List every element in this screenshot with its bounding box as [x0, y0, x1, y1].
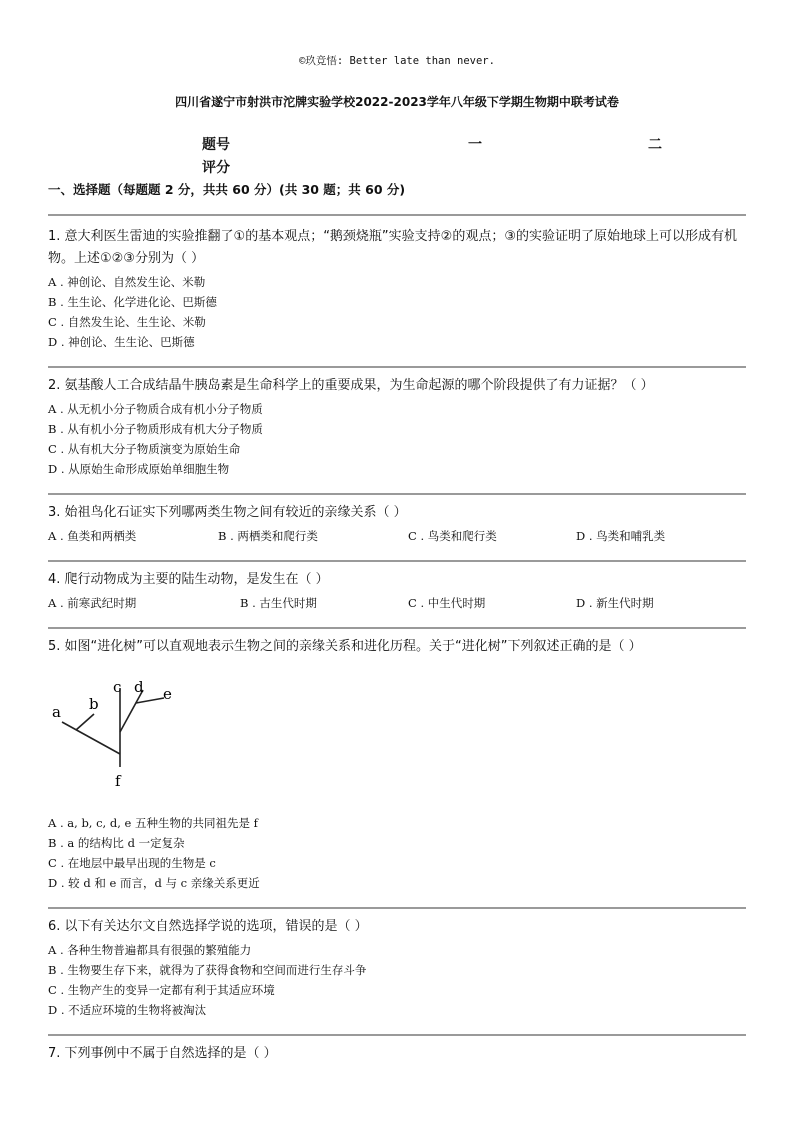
question-2-option-c: C . 从有机大分子物质演变为原始生命	[48, 442, 241, 456]
question-2-option-a: A . 从无机小分子物质合成有机小分子物质	[48, 402, 263, 416]
question-7-stem: 7. 下列事例中不属于自然选择的是（ ）	[48, 1046, 277, 1061]
question-5-stem: 5. 如图“进化树”可以直观地表示生物之间的亲缘关系和进化历程。关于“进化树”下列叙述正确的是（ ）	[48, 639, 642, 654]
tree-branch-a	[62, 722, 120, 754]
question-3-option-b: B . 两栖类和爬行类	[218, 529, 318, 543]
question-divider	[48, 214, 746, 216]
question-6-option-d: D . 不适应环境的生物将被淘汰	[48, 1003, 207, 1017]
question-4-option-a: A . 前寒武纪时期	[48, 596, 137, 610]
question-1-option-c: C . 自然发生论、生生论、米勒	[48, 315, 206, 329]
question-divider	[48, 1034, 746, 1036]
question-divider	[48, 493, 746, 495]
question-3-option-a: A . 鱼类和两栖类	[48, 529, 137, 543]
question-1-option-b: B . 生生论、化学进化论、巴斯德	[48, 295, 217, 309]
header-motto: ©玖竞悟: Better late than never.	[299, 55, 495, 67]
question-6-option-c: C . 生物产生的变异一定都有利于其适应环境	[48, 983, 275, 997]
score-table-col-1: 一	[468, 137, 482, 153]
question-5-option-b: B . a 的结构比 d 一定复杂	[48, 836, 185, 850]
question-5-option-d: D . 较 d 和 e 而言，d 与 c 亲缘关系更近	[48, 876, 260, 890]
question-divider	[48, 907, 746, 909]
tree-branches	[62, 688, 164, 767]
tree-label-f: f	[115, 772, 121, 790]
question-4-option-d: D . 新生代时期	[576, 596, 654, 610]
question-4-stem: 4. 爬行动物成为主要的陆生动物，是发生在（ ）	[48, 572, 329, 587]
tree-branch-e	[136, 698, 164, 703]
score-table-row-label: 评分	[202, 160, 230, 176]
section-heading: 一、选择题（每题题 2 分，共共 60 分）(共 30 题；共 60 分)	[48, 182, 406, 197]
question-2-option-d: D . 从原始生命形成原始单细胞生物	[48, 462, 230, 476]
tree-label-a: a	[52, 703, 61, 721]
question-6-option-a: A . 各种生物普遍都具有很强的繁殖能力	[48, 943, 252, 957]
tree-label-c: c	[113, 678, 122, 696]
question-4-option-b: B . 古生代时期	[240, 596, 317, 610]
question-6-option-b: B . 生物要生存下来，就得为了获得食物和空间而进行生存斗争	[48, 963, 367, 977]
question-divider	[48, 560, 746, 562]
question-4-option-c: C . 中生代时期	[408, 596, 486, 610]
question-6-stem: 6. 以下有关达尔文自然选择学说的选项，错误的是（ ）	[48, 919, 368, 934]
question-divider	[48, 366, 746, 368]
tree-label-d: d	[134, 678, 144, 696]
tree-branch-b	[76, 714, 94, 730]
tree-label-e: e	[163, 685, 172, 703]
question-1-option-a: A . 神创论、自然发生论、米勒	[48, 275, 206, 289]
tree-branch-d	[120, 690, 143, 732]
question-2-option-b: B . 从有机小分子物质形成有机大分子物质	[48, 422, 263, 436]
question-divider	[48, 627, 746, 629]
question-1-stem: 1. 意大利医生雷迪的实验推翻了①的基本观点；“鹅颈烧瓶”实验支持②的观点；③的实验证明了原始地球上可以形成有机物。上述①②③分别为（ ）	[48, 229, 737, 266]
score-table-col-label: 题号	[202, 137, 230, 153]
question-1-option-d: D . 神创论、生生论、巴斯德	[48, 335, 195, 349]
question-5-option-c: C . 在地层中最早出现的生物是 c	[48, 856, 216, 870]
question-3-stem: 3. 始祖鸟化石证实下列哪两类生物之间有较近的亲缘关系（ ）	[48, 505, 407, 520]
score-table-col-2: 二	[648, 137, 662, 153]
question-3-option-c: C . 鸟类和爬行类	[408, 529, 497, 543]
question-3-option-d: D . 鸟类和哺乳类	[576, 529, 666, 543]
question-5-option-a: A . a, b, c, d, e 五种生物的共同祖先是 f	[48, 816, 258, 830]
tree-label-b: b	[89, 695, 99, 713]
question-2-stem: 2. 氨基酸人工合成结晶牛胰岛素是生命科学上的重要成果，为生命起源的哪个阶段提供了有力证据？（ ）	[48, 378, 654, 393]
evolution-tree-diagram	[40, 670, 200, 794]
exam-title: 四川省遂宁市射洪市沱牌实验学校2022-2023学年八年级下学期生物期中联考试卷	[175, 95, 619, 109]
